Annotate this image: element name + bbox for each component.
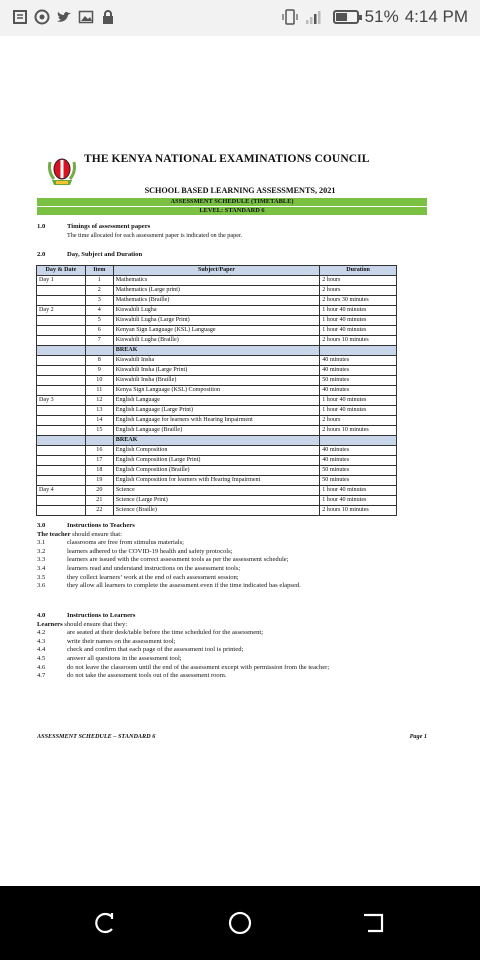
- subject-cell: Kiswahili Lugha (Large Print): [113, 316, 319, 326]
- subject-cell: Kiswahili Insha (Large Print): [113, 366, 319, 376]
- table-row: [37, 446, 397, 456]
- instruction-item: [37, 629, 407, 638]
- break-label: BREAK: [113, 436, 319, 446]
- section-1-heading: 1.0 Timings of assessment papers: [37, 223, 151, 230]
- break-day-cell: [37, 436, 86, 446]
- subject-cell: English Composition (Braille): [113, 466, 319, 476]
- subject-cell: English Language for learners with Hearing Impairment: [113, 416, 319, 426]
- duration-cell: 40 minutes: [320, 356, 397, 366]
- duration-cell: 1 hour 40 minutes: [320, 486, 397, 496]
- back-icon[interactable]: [360, 909, 388, 937]
- header-item: Item: [85, 266, 113, 276]
- subject-cell: Mathematics: [113, 276, 319, 286]
- day-cell: Day 2: [37, 306, 86, 316]
- instruction-number: 3.1: [37, 539, 46, 547]
- instruction-text: they allow all learners to complete the assessment even if the time indicated has elapsed.: [67, 582, 301, 590]
- day-cell: [37, 316, 86, 326]
- day-cell: [37, 376, 86, 386]
- break-duration-cell: [320, 346, 397, 356]
- table-row: [37, 296, 397, 306]
- duration-cell: 40 minutes: [320, 446, 397, 456]
- duration-cell: 1 hour 40 minutes: [320, 496, 397, 506]
- subject-cell: English Composition for learners with Hearing Impairment: [113, 476, 319, 486]
- table-row: [37, 466, 397, 476]
- day-cell: [37, 416, 86, 426]
- item-cell: 16: [85, 446, 113, 456]
- notification-icons: [12, 9, 116, 25]
- instruction-item: [37, 548, 407, 557]
- item-cell: 7: [85, 336, 113, 346]
- table-header-row: [37, 266, 397, 276]
- duration-cell: 50 minutes: [320, 376, 397, 386]
- document-page: [0, 36, 480, 886]
- table-row: [37, 496, 397, 506]
- day-cell: Day 3: [37, 396, 86, 406]
- message-icon: [12, 9, 28, 25]
- item-cell: 6: [85, 326, 113, 336]
- day-cell: [37, 426, 86, 436]
- instruction-text: learners read and understand instructions on the assessment tools;: [67, 564, 241, 572]
- day-cell: [37, 336, 86, 346]
- item-cell: 10: [85, 376, 113, 386]
- duration-cell: 2 hours 30 minutes: [320, 296, 397, 306]
- status-bar: [0, 0, 480, 36]
- instruction-number: 4.5: [37, 654, 46, 662]
- item-cell: 11: [85, 386, 113, 396]
- twitter-icon: [56, 9, 72, 25]
- header-day: Day & Date: [37, 266, 86, 276]
- break-day-cell: [37, 346, 86, 356]
- section-2-heading: 2.0 Day, Subject and Duration: [37, 251, 143, 258]
- item-cell: 8: [85, 356, 113, 366]
- subject-cell: Science (Braille): [113, 506, 319, 516]
- item-cell: 17: [85, 456, 113, 466]
- document-title: SCHOOL BASED LEARNING ASSESSMENTS, 2021: [144, 186, 336, 195]
- instruction-text: write their names on the assessment tool;: [67, 637, 176, 645]
- instruction-text: do not leave the classroom until the end of the assessment except with permission from the teacher;: [67, 663, 330, 671]
- section-4-heading: 4.0 Instructions to Learners: [37, 612, 136, 619]
- battery-percent: 51%: [364, 7, 399, 26]
- break-duration-cell: [320, 436, 397, 446]
- item-cell: 2: [85, 286, 113, 296]
- day-cell: [37, 286, 86, 296]
- item-cell: 20: [85, 486, 113, 496]
- header-subject: Subject/Paper: [113, 266, 319, 276]
- instruction-item: [37, 655, 407, 664]
- day-cell: [37, 326, 86, 336]
- instruction-text: classrooms are free from stimulus materials;: [67, 539, 185, 547]
- duration-cell: 50 minutes: [320, 466, 397, 476]
- subject-cell: Kiswahili Lugha (Braille): [113, 336, 319, 346]
- instruction-item: [37, 582, 407, 591]
- instruction-text: learners are issued with the correct assessment tools as per the assessment schedule;: [67, 556, 289, 564]
- instruction-number: 4.4: [37, 646, 46, 654]
- instruction-item: [37, 638, 407, 647]
- section-3-heading: 3.0 Instructions to Teachers: [37, 522, 135, 529]
- duration-cell: 40 minutes: [320, 386, 397, 396]
- item-cell: 22: [85, 506, 113, 516]
- section-3-lead: The teacher should ensure that:: [37, 530, 122, 538]
- item-cell: 1: [85, 276, 113, 286]
- page-number: Page 1: [409, 733, 427, 740]
- subject-cell: Kenya Sign Language (KSL) Composition: [113, 386, 319, 396]
- instruction-number: 4.3: [37, 637, 46, 645]
- item-cell: 12: [85, 396, 113, 406]
- item-cell: 13: [85, 406, 113, 416]
- table-row: [37, 406, 397, 416]
- instruction-number: 3.2: [37, 547, 46, 555]
- table-row: [37, 416, 397, 426]
- break-row: [37, 436, 397, 446]
- table-row: [37, 456, 397, 466]
- subject-cell: English Composition: [113, 446, 319, 456]
- lock-icon: [100, 9, 116, 25]
- table-row: [37, 396, 397, 406]
- section-4: [37, 612, 407, 681]
- item-cell: 14: [85, 416, 113, 426]
- duration-cell: 2 hours: [320, 276, 397, 286]
- item-cell: 4: [85, 306, 113, 316]
- instruction-text: learners adhered to the COVID-19 health and safety protocols;: [67, 547, 233, 555]
- instruction-number: 4.7: [37, 672, 46, 680]
- break-item-cell: [85, 436, 113, 446]
- subject-cell: Kiswahili Insha (Braille): [113, 376, 319, 386]
- item-cell: 21: [85, 496, 113, 506]
- table-row: [37, 506, 397, 516]
- recent-apps-icon[interactable]: [92, 909, 120, 937]
- instruction-number: 4.6: [37, 663, 46, 671]
- instruction-item: [37, 539, 407, 548]
- instruction-number: 4.2: [37, 629, 46, 637]
- header-duration: Duration: [320, 266, 397, 276]
- table-row: [37, 336, 397, 346]
- instruction-item: [37, 672, 407, 681]
- system-status: [281, 7, 468, 27]
- day-cell: [37, 406, 86, 416]
- subject-cell: Kenyan Sign Language (KSL) Language: [113, 326, 319, 336]
- duration-cell: 2 hours 10 minutes: [320, 506, 397, 516]
- instruction-item: [37, 664, 407, 673]
- subject-cell: English Language: [113, 396, 319, 406]
- instruction-text: check and confirm that each page of the assessment tool is printed;: [67, 646, 244, 654]
- table-row: [37, 476, 397, 486]
- day-cell: [37, 506, 86, 516]
- duration-cell: 1 hour 40 minutes: [320, 306, 397, 316]
- duration-cell: 40 minutes: [320, 456, 397, 466]
- duration-cell: 50 minutes: [320, 476, 397, 486]
- subject-cell: English Composition (Large Print): [113, 456, 319, 466]
- day-cell: [37, 296, 86, 306]
- duration-cell: 2 hours: [320, 286, 397, 296]
- subject-cell: Science (Large Print): [113, 496, 319, 506]
- vibrate-icon: [281, 8, 299, 26]
- day-cell: [37, 476, 86, 486]
- instruction-number: 3.3: [37, 556, 46, 564]
- clock: 4:14 PM: [404, 7, 468, 26]
- duration-cell: 1 hour 40 minutes: [320, 316, 397, 326]
- subject-cell: English Language (Large Print): [113, 406, 319, 416]
- image-icon: [78, 9, 94, 25]
- schedule-heading: ASSESSMENT SCHEDULE (TIMETABLE): [37, 198, 427, 206]
- subject-cell: Science: [113, 486, 319, 496]
- day-cell: [37, 456, 86, 466]
- day-cell: [37, 366, 86, 376]
- subject-cell: Mathematics (Large print): [113, 286, 319, 296]
- instruction-number: 3.4: [37, 564, 46, 572]
- item-cell: 9: [85, 366, 113, 376]
- duration-cell: 2 hours 10 minutes: [320, 336, 397, 346]
- item-cell: 3: [85, 296, 113, 306]
- table-row: [37, 286, 397, 296]
- duration-cell: 40 minutes: [320, 366, 397, 376]
- instruction-text: are seated at their desk/table before the time scheduled for the assessment;: [67, 629, 264, 637]
- table-row: [37, 376, 397, 386]
- section-1-text: The time allocated for each assessment paper is indicated on the paper.: [67, 232, 243, 239]
- instruction-item: [37, 565, 407, 574]
- table-row: [37, 426, 397, 436]
- day-cell: Day 1: [37, 276, 86, 286]
- duration-cell: 2 hours: [320, 416, 397, 426]
- section-3: [37, 522, 407, 591]
- timetable: [36, 265, 397, 516]
- duration-cell: 1 hour 40 minutes: [320, 326, 397, 336]
- council-name: THE KENYA NATIONAL EXAMINATIONS COUNCIL: [84, 153, 370, 165]
- footer-title: ASSESSMENT SCHEDULE – STANDARD 6: [37, 733, 156, 740]
- instruction-item: [37, 646, 407, 655]
- table-row: [37, 306, 397, 316]
- instruction-number: 3.5: [37, 573, 46, 581]
- duration-cell: 1 hour 40 minutes: [320, 406, 397, 416]
- table-row: [37, 486, 397, 496]
- table-row: [37, 326, 397, 336]
- table-row: [37, 276, 397, 286]
- day-cell: Day 4: [37, 486, 86, 496]
- break-row: [37, 346, 397, 356]
- table-row: [37, 386, 397, 396]
- signal-icon: [305, 9, 327, 25]
- item-cell: 19: [85, 476, 113, 486]
- table-row: [37, 356, 397, 366]
- break-item-cell: [85, 346, 113, 356]
- item-cell: 5: [85, 316, 113, 326]
- battery-icon: [333, 10, 359, 24]
- navigation-bar: [0, 886, 480, 960]
- table-row: [37, 366, 397, 376]
- table-row: [37, 316, 397, 326]
- subject-cell: Kiswahili Insha: [113, 356, 319, 366]
- duration-cell: 2 hours 10 minutes: [320, 426, 397, 436]
- subject-cell: Mathematics (Braille): [113, 296, 319, 306]
- day-cell: [37, 496, 86, 506]
- instruction-item: [37, 574, 407, 583]
- day-cell: [37, 466, 86, 476]
- item-cell: 18: [85, 466, 113, 476]
- day-cell: [37, 356, 86, 366]
- level-heading: LEVEL: STANDARD 6: [37, 207, 427, 215]
- subject-cell: English Language (Braille): [113, 426, 319, 436]
- subject-cell: Kiswahili Lugha: [113, 306, 319, 316]
- instruction-text: answer all questions in the assessment tool;: [67, 654, 182, 662]
- kenya-coat-of-arms-logo: [46, 152, 78, 186]
- day-cell: [37, 446, 86, 456]
- instruction-item: [37, 556, 407, 565]
- day-cell: [37, 386, 86, 396]
- item-cell: 15: [85, 426, 113, 436]
- duration-cell: 1 hour 40 minutes: [320, 396, 397, 406]
- instruction-text: they collect learners’ work at the end of each assessment session;: [67, 573, 239, 581]
- section-4-lead: Learners should ensure that they:: [37, 620, 128, 628]
- chrome-icon: [34, 9, 50, 25]
- break-label: BREAK: [113, 346, 319, 356]
- home-icon[interactable]: [226, 909, 254, 937]
- instruction-text: do not take the assessment tools out of the assessment room.: [67, 672, 227, 680]
- instruction-number: 3.6: [37, 582, 46, 590]
